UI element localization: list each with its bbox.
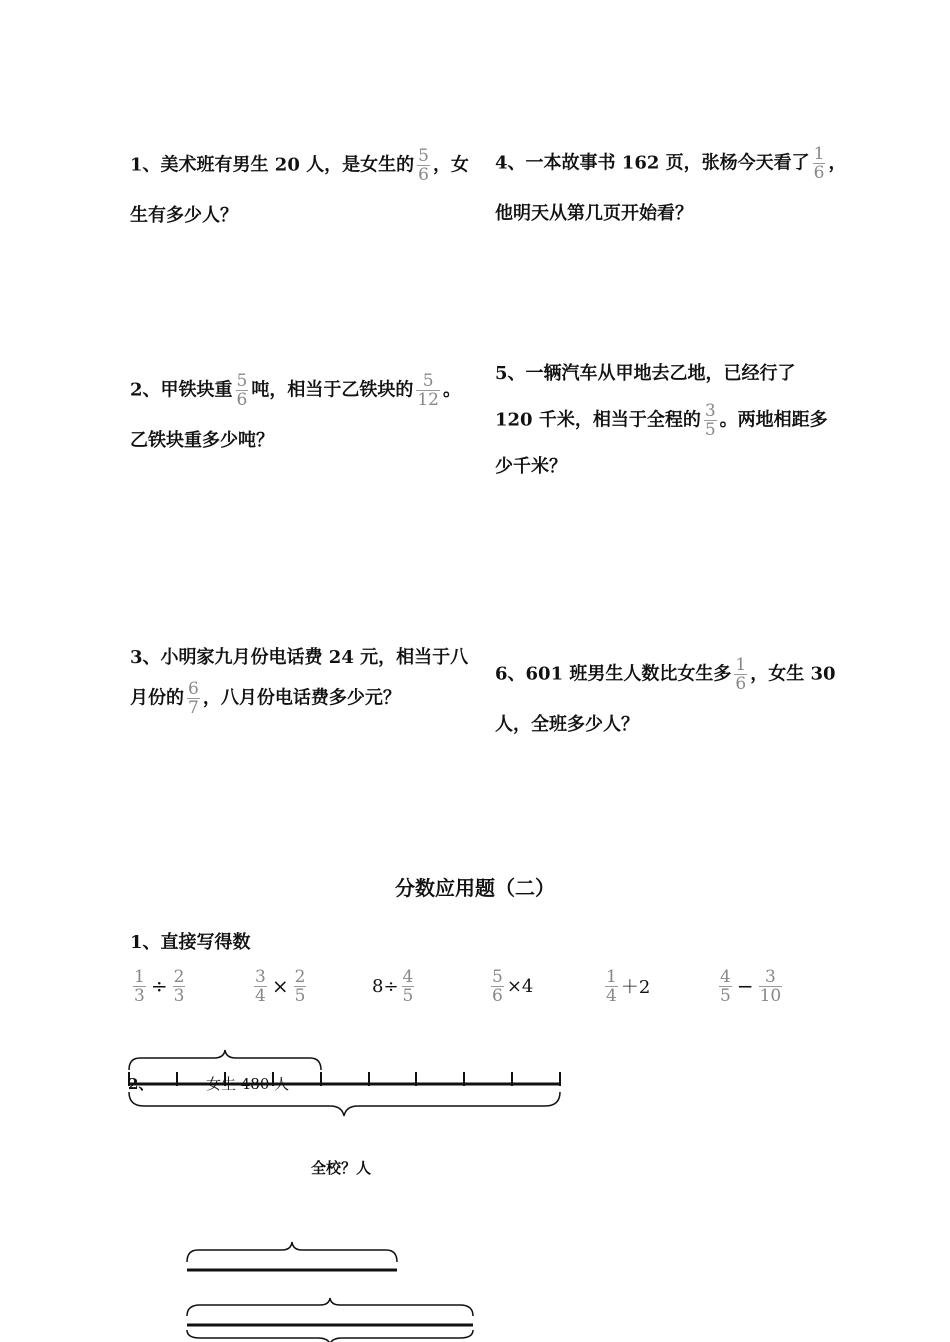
problem-3-line-2: 月份的 $\frac{6}{7}$ ，八月份电话费多少元？ xyxy=(130,679,401,718)
problem-6-line-2: 人，全班多少人？ xyxy=(495,714,639,735)
fraction: $\frac{1}{6}$ xyxy=(813,144,825,183)
problem-2-line-2: 乙铁块重多少吨？ xyxy=(130,430,274,451)
operator: × xyxy=(271,974,289,998)
expression-prefix: 8÷ xyxy=(372,975,399,997)
fraction: $\frac{2}{3}$ xyxy=(173,966,185,1006)
fraction: $\frac{5}{6}$ xyxy=(492,966,503,1006)
diagram-whole-label: 全校？人 xyxy=(311,1159,372,1177)
fraction: $\frac{3}{10}$ xyxy=(759,966,782,1006)
fraction: $\frac{3}{4}$ xyxy=(255,966,266,1006)
fraction: $\frac{6}{7}$ xyxy=(188,679,199,718)
blank-top-brace-2 xyxy=(187,1298,473,1316)
bottom-brace xyxy=(129,1092,560,1116)
problem-1-line-2: 生有多少人？ xyxy=(130,205,238,226)
fraction: $\frac{3}{5}$ xyxy=(704,401,716,440)
operator: − xyxy=(736,974,754,998)
problem-6-line-1: 6、601 班男生人数比女生多 $\frac{1}{6}$ ，女生 30 xyxy=(495,655,836,694)
fraction: $\frac{4}{5}$ xyxy=(402,966,414,1006)
top-brace xyxy=(129,1050,321,1070)
operator: ÷ xyxy=(150,974,168,998)
diagram-part-label: 女生 480 人 xyxy=(206,1075,290,1093)
section-2-title: 分数应用题（二） xyxy=(395,876,555,900)
problem-1-line-1: 1、美术班有男生 20 人，是女生的 $\frac{5}{6}$ ，女 xyxy=(130,146,469,185)
fraction: $\frac{1}{6}$ xyxy=(735,655,747,694)
problem-5-line-2: 120 千米，相当于全程的 $\frac{3}{5}$ 。两地相距多 xyxy=(495,401,828,440)
section-2-label: 1、直接写得数 xyxy=(130,932,251,953)
fraction: $\frac{1}{4}$ xyxy=(606,966,617,1006)
fraction: $\frac{5}{6}$ xyxy=(418,146,429,185)
problem-4-line-1: 4、一本故事书 162 页，张杨今天看了 $\frac{1}{6}$ ， xyxy=(495,144,847,183)
fraction: $\frac{5}{6}$ xyxy=(236,371,248,410)
problem-4-line-2: 他明天从第几页开始看？ xyxy=(495,203,693,224)
fraction: $\frac{2}{5}$ xyxy=(294,966,306,1006)
blank-top-brace-1 xyxy=(187,1242,397,1262)
problem-5-line-1: 5、一辆汽车从甲地去乙地，已经行了 xyxy=(495,363,796,384)
diagram-prefix: 2、 xyxy=(128,1075,154,1093)
expression-suffix: ×4 xyxy=(506,975,534,997)
problem-2-line-1: 2、甲铁块重 $\frac{5}{6}$ 吨，相当于乙铁块的 $\frac{5}{12}$ 。 xyxy=(130,371,461,410)
problem-5-line-3: 少千米？ xyxy=(495,456,567,477)
fraction: $\frac{4}{5}$ xyxy=(720,966,731,1006)
problem-3-line-1: 3、小明家九月份电话费 24 元，相当于八 xyxy=(130,647,469,668)
blank-bottom-brace xyxy=(187,1330,473,1342)
expression-suffix: ＋2 xyxy=(620,977,651,998)
fraction: $\frac{5}{12}$ xyxy=(417,371,439,410)
fraction: $\frac{1}{3}$ xyxy=(134,966,145,1006)
